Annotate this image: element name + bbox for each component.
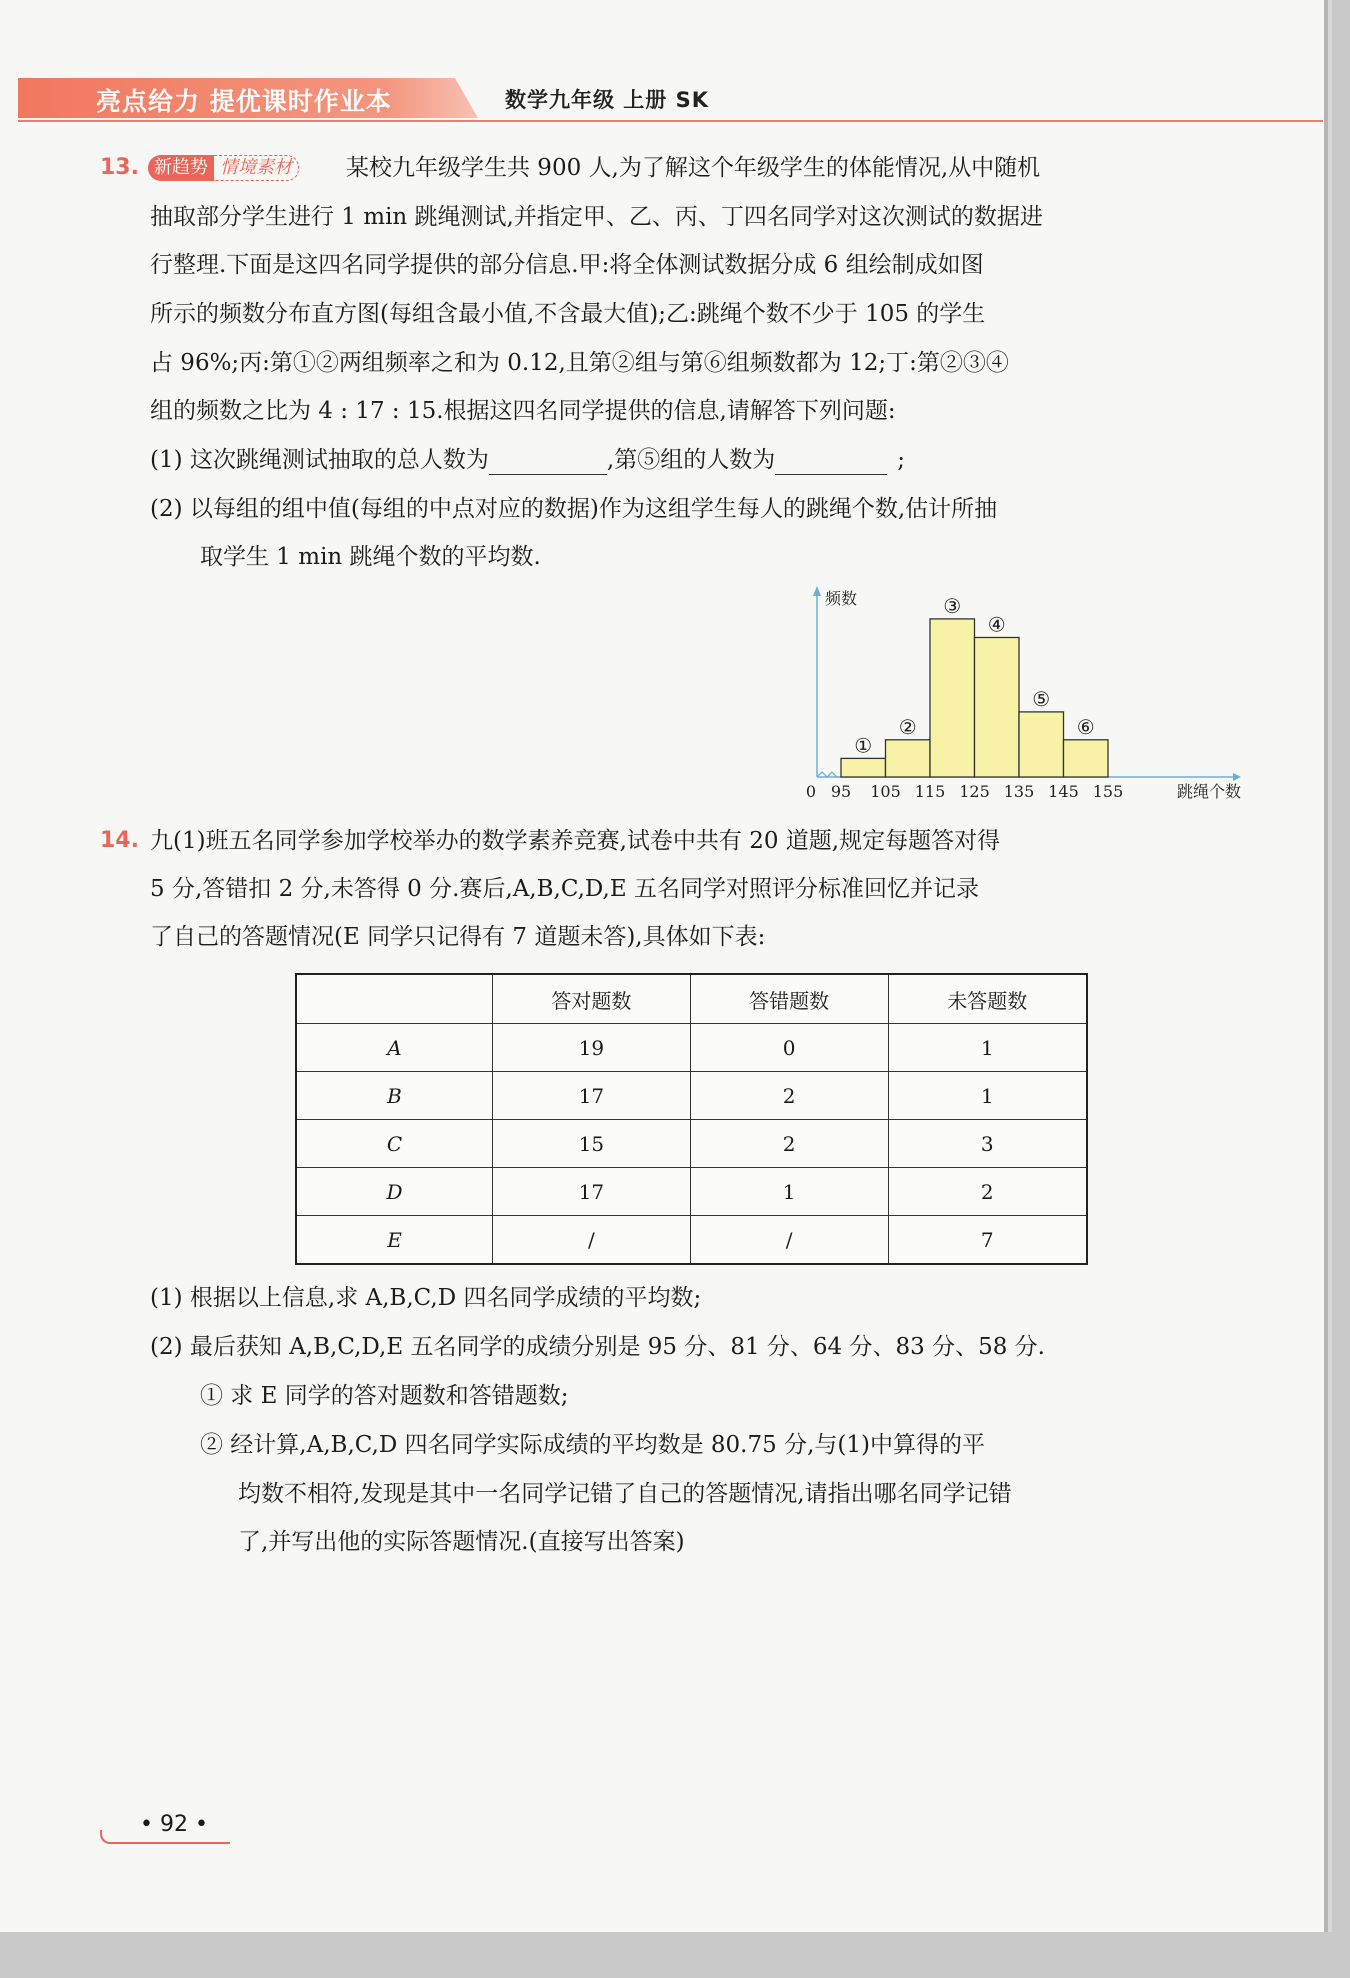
q14-line-3: 了自己的答题情况(E 同学只记得有 7 道题未答),具体如下表:	[150, 924, 766, 950]
unanswered-count: 2	[888, 1168, 1087, 1216]
q13-number: 13.	[100, 155, 139, 180]
q14-sub1: (1) 根据以上信息,求 A,B,C,D 四名同学成绩的平均数;	[150, 1285, 702, 1311]
x-tick-label: 105	[870, 782, 901, 801]
y-axis-label: 频数	[825, 589, 858, 608]
answer-blank-group5[interactable]	[775, 448, 887, 475]
y-axis-arrow	[813, 586, 821, 596]
q14-line-2: 5 分,答错扣 2 分,未答得 0 分.赛后,A,B,C,D,E 五名同学对照评分标准回忆并记录	[150, 876, 979, 902]
x-tick-label: 135	[1003, 782, 1035, 801]
wrong-count: /	[690, 1216, 888, 1265]
correct-count: 15	[493, 1120, 691, 1168]
table-row	[296, 1072, 1087, 1120]
x-tick-label: 155	[1092, 782, 1124, 801]
bar-group-label: ③	[943, 593, 962, 618]
q14-sub2: (2) 最后获知 A,B,C,D,E 五名同学的成绩分别是 95 分、81 分、64 分、83 分、58 分.	[150, 1334, 1045, 1360]
q13-sub1-text-b: ,第⑤组的人数为	[606, 447, 776, 473]
q14-line-1: 九(1)班五名同学参加学校举办的数学素养竞赛,试卷中共有 20 道题,规定每题答对得	[150, 828, 1001, 854]
wrong-count: 1	[690, 1168, 888, 1216]
q13-line-2: 抽取部分学生进行 1 min 跳绳测试,并指定甲、乙、丙、丁四名同学对这次测试的数据进	[150, 204, 1043, 230]
q14-sub2-part-ii-line-1: ② 经计算,A,B,C,D 四名同学实际成绩的平均数是 80.75 分,与(1)中算得的平	[200, 1432, 985, 1458]
answer-blank-total[interactable]	[489, 448, 607, 475]
histogram-bar	[841, 758, 886, 777]
q13-line-1: 某校九年级学生共 900 人,为了解这个年级学生的体能情况,从中随机	[346, 155, 1041, 181]
x-tick-label: 115	[914, 782, 946, 801]
bar-group-label: ⑥	[1076, 714, 1095, 739]
q13-line-3: 行整理.下面是这四名同学提供的部分信息.甲:将全体测试数据分成 6 组绘制成如图	[150, 252, 984, 278]
table-row	[296, 1120, 1087, 1168]
tag-context: 情境素材	[214, 155, 299, 181]
q13-line-5: 占 96%;丙:第①②两组频率之和为 0.12,且第②组与第⑥组频数都为 12;丁:第②③④	[150, 350, 1009, 376]
histogram-bar	[1064, 740, 1109, 777]
frequency-histogram	[805, 582, 1245, 812]
page-number: • 92 •	[140, 1812, 208, 1837]
unanswered-count: 1	[888, 1024, 1087, 1072]
student-name: A	[296, 1024, 493, 1072]
x-axis-arrow	[1233, 773, 1241, 781]
table-header-row	[296, 974, 1087, 1024]
q14-sub2-part-ii-line-3: 了,并写出他的实际答题情况.(直接写出答案)	[238, 1529, 685, 1555]
table-header-corner	[296, 974, 493, 1024]
unanswered-count: 3	[888, 1120, 1087, 1168]
x-tick-label: 125	[959, 782, 990, 801]
bar-group-label: ④	[987, 612, 1006, 637]
q13-tag	[148, 154, 299, 182]
origin-label: 0	[805, 782, 817, 801]
correct-count: /	[493, 1216, 691, 1265]
bar-group-label: ②	[898, 714, 917, 739]
q14-number: 14.	[100, 828, 139, 853]
student-name: D	[296, 1168, 493, 1216]
bar-group-label: ①	[854, 733, 873, 758]
correct-count: 19	[493, 1024, 691, 1072]
student-name: E	[296, 1216, 493, 1265]
x-tick-label: 145	[1048, 782, 1079, 801]
unanswered-count: 7	[888, 1216, 1087, 1265]
student-name: C	[296, 1120, 493, 1168]
unanswered-count: 1	[888, 1072, 1087, 1120]
x-tick-label: 95	[830, 782, 852, 801]
q13-sub1-text-c: ;	[897, 447, 905, 473]
table-header-unanswered: 未答题数	[888, 974, 1087, 1024]
histogram-bar	[930, 619, 975, 777]
correct-count: 17	[493, 1072, 691, 1120]
q13-sub2-line-1: (2) 以每组的组中值(每组的中点对应的数据)作为这组学生每人的跳绳个数,估计所抽	[150, 496, 998, 522]
q13-line-6: 组的频数之比为 4 : 17 : 15.根据这四名同学提供的信息,请解答下列问题:	[150, 398, 896, 424]
q13-sub1-text-a: (1) 这次跳绳测试抽取的总人数为	[150, 447, 489, 473]
wrong-count: 2	[690, 1072, 888, 1120]
q14-sub2-part-ii-line-2: 均数不相符,发现是其中一名同学记错了自己的答题情况,请指出哪名同学记错	[238, 1481, 1012, 1507]
series-title: 亮点给力 提优课时作业本	[96, 87, 392, 116]
histogram-bar	[1019, 712, 1064, 777]
table-row	[296, 1216, 1087, 1265]
table-row	[296, 1168, 1087, 1216]
histogram-bar	[975, 638, 1020, 778]
q13-sub1	[150, 445, 905, 475]
table-header-correct: 答对题数	[493, 974, 691, 1024]
tag-new-trend: 新趋势	[148, 155, 214, 181]
correct-count: 17	[493, 1168, 691, 1216]
wrong-count: 0	[690, 1024, 888, 1072]
histogram-bar	[886, 740, 931, 777]
q13-sub2-line-2: 取学生 1 min 跳绳个数的平均数.	[200, 544, 541, 570]
wrong-count: 2	[690, 1120, 888, 1168]
bar-group-label: ⑤	[1032, 686, 1051, 711]
table-header-wrong: 答错题数	[690, 974, 888, 1024]
subject-label: 数学九年级 上册 SK	[505, 88, 710, 112]
student-name: B	[296, 1072, 493, 1120]
answer-record-table	[295, 973, 1088, 1265]
table-row	[296, 1024, 1087, 1072]
q14-sub2-part-i: ① 求 E 同学的答对题数和答错题数;	[200, 1383, 569, 1409]
q13-line-4: 所示的频数分布直方图(每组含最小值,不含最大值);乙:跳绳个数不少于 105 的学生	[150, 301, 986, 327]
x-axis-label: 跳绳个数	[1176, 782, 1241, 801]
